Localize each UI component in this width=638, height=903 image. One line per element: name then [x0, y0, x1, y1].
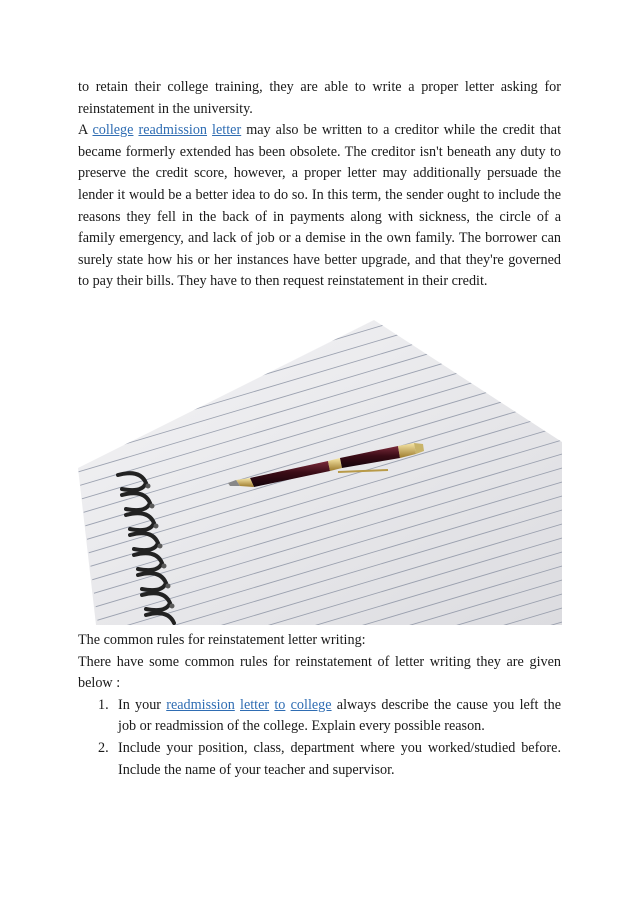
paragraph-continuation-text: to retain their college training, they are able to write a proper letter asking for reinstatement in the university.: [78, 79, 561, 117]
college-link[interactable]: college: [290, 696, 332, 713]
top-text-block: [78, 77, 561, 293]
list-number: 1.: [98, 696, 109, 713]
rules-list: [78, 695, 561, 781]
list-item: [78, 738, 561, 781]
list-item-pre-text: In your: [118, 696, 167, 713]
paragraph-creditor: [78, 120, 561, 293]
rules-section: [78, 630, 561, 781]
paragraph-start-text: A: [78, 122, 93, 139]
list-item-text: Include your position, class, department where you worked/studied before. Include the name of your teacher and supervisor.: [118, 739, 561, 778]
paragraph-body-text: may also be written to a creditor while the credit that became formerly extended has been obsolete. The creditor isn't beneath any duty to preserve the credit score, however, a proper letter may additionally persuade the lender it would be a better idea to do so. In this term, the sender ought to include the reasons they fell in the back of in payments along with sickness, the circle of a family emergency, and lack of job or a demise in the own family. The borrower can surely state how his or her instances have better upgrade, and that they're governed to pay their bills. They have to then request reinstatement in their credit.: [78, 122, 562, 290]
notebook-with-pen-image: [78, 320, 562, 625]
list-item-post-text: always describe the cause you left the job or readmission of the college. Explain every possible reason.: [118, 696, 562, 735]
list-number: 2.: [98, 739, 109, 756]
to-link[interactable]: to: [274, 696, 286, 713]
letter-link[interactable]: letter: [212, 122, 242, 139]
college-link[interactable]: college: [92, 122, 134, 139]
notebook-photo: [78, 320, 562, 625]
section-intro: There have some common rules for reinstatement of letter writing they are given below :: [78, 653, 561, 692]
letter-link[interactable]: letter: [240, 696, 270, 713]
paragraph-continuation: [78, 77, 561, 120]
section-heading: The common rules for reinstatement letter writing:: [78, 632, 366, 648]
readmission-link[interactable]: readmission: [138, 122, 208, 139]
readmission-link[interactable]: readmission: [166, 696, 235, 713]
list-item: [78, 695, 561, 738]
